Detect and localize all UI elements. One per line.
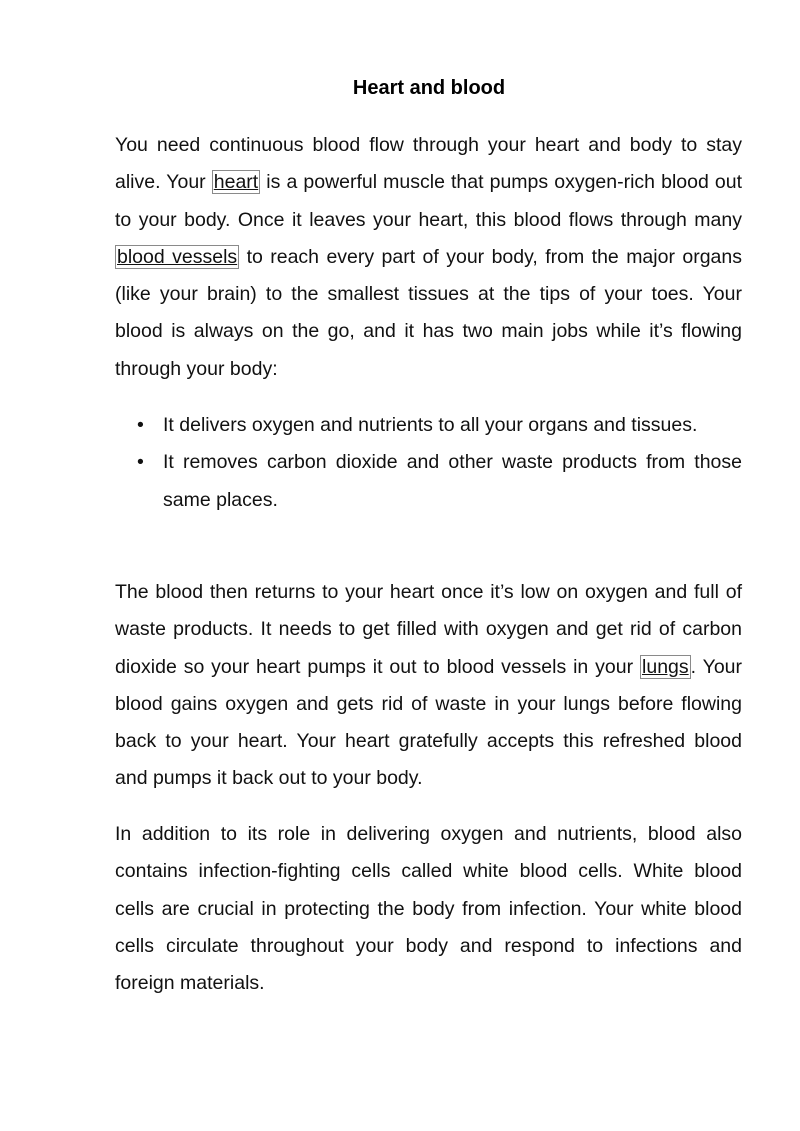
list-item xyxy=(115,444,742,519)
bullet-marker: • xyxy=(137,414,144,436)
list-item xyxy=(115,407,742,444)
bullet-marker: • xyxy=(137,451,144,474)
heart-link[interactable]: heart xyxy=(213,171,259,194)
paragraph-2-text-b: . Your blood gains oxygen and gets rid of waste in your lungs before flowing back to your heart. Your heart gratefully accepts this refreshed blood and pumps it back out to your body. xyxy=(115,655,743,790)
paragraph-3: In addition to its role in delivering oxygen and nutrients, blood also contains infection-fighting cells called white blood cells. White blood cells are crucial in protecting the body from infection. Your white blood cells circulate throughout your body and respond to infections and foreign materials. xyxy=(115,823,742,995)
paragraph-2-text-a: The blood then returns to your heart once it’s low on oxygen and full of waste products. It needs to get filled with oxygen and get rid of carbon dioxide so your heart pumps it out to blood vessels in your xyxy=(115,581,742,678)
paragraph-1-text-c: to reach every part of your body, from the major organs (like your brain) to the smallest tissues at the tips of your toes. Your blood is always on the go, and it has two main jobs while it’s flowing through your body: xyxy=(115,245,742,380)
paragraph-2 xyxy=(115,574,742,798)
bullet-text: It removes carbon dioxide and other waste products from those same places. xyxy=(163,451,742,511)
document-title: Heart and blood xyxy=(352,77,506,99)
paragraph-1-text-b: is a powerful muscle that pumps oxygen-rich blood out to your body. Once it leaves your heart, this blood flows through many xyxy=(115,171,743,231)
lungs-link[interactable]: lungs xyxy=(642,655,689,678)
bullet-text: It delivers oxygen and nutrients to all your organs and tissues. xyxy=(163,414,698,436)
paragraph-1-text-a: You need continuous blood flow through your heart and body to stay alive. Your xyxy=(115,134,742,194)
paragraph-1 xyxy=(115,127,742,388)
bullet-list xyxy=(115,407,742,519)
blood-vessels-link[interactable]: blood vessels xyxy=(117,245,238,268)
